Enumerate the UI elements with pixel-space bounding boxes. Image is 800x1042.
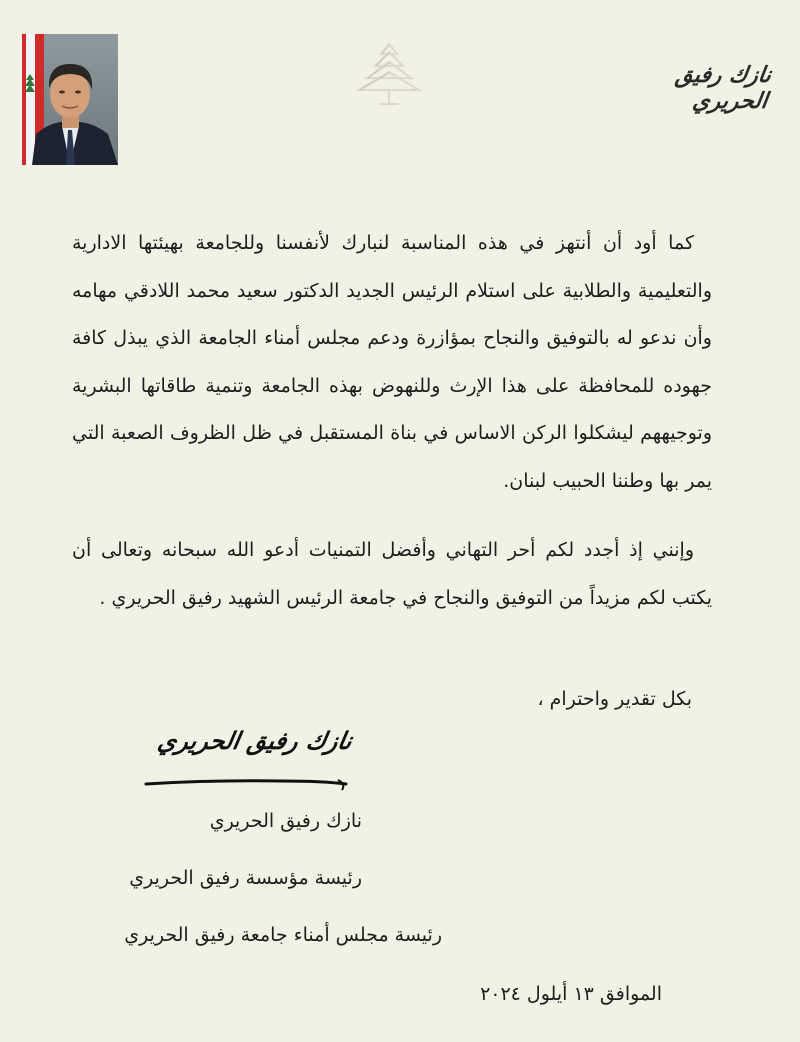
- signatory-title-2: رئيسة مجلس أمناء جامعة رفيق الحريري: [124, 924, 442, 946]
- letter-date: الموافق ١٣ أيلول ٢٠٢٤: [480, 983, 662, 1005]
- letter-paragraph-1: كما أود أن أنتهز في هذه المناسبة لنبارك لأنفسنا وللجامعة بهيئتها الادارية والتعليمية والطلابية على استلام الرئيس الجديد الدكتور سعيد محمد اللادقي مهامه وأن ندعو له بالتوفيق والنجاح بمؤازرة ودعم مجلس أمناء الجامعة الذي يبذل كافة جهوده للمحافظة على هذا الإرث وللنهوض بهذه الجامعة وتنمية طاقاتها البشرية وتوجيههم ليشكلوا الركن الاساس في بناة المستقبل في ظل الظروف الصعبة التي يمر بها وطننا الحبيب لبنان.: [72, 232, 712, 492]
- letter-paragraph-2: وإنني إذ أجدد لكم أحر التهاني وأفضل التمنيات أدعو الله سبحانه وتعالى أن يكتب لكم مزيداً من التوفيق والنجاح في جامعة الرئيس الشهيد رفيق الحريري .: [72, 539, 712, 609]
- signatory-title-1: رئيسة مؤسسة رفيق الحريري: [129, 867, 362, 889]
- signatory-name: نازك رفيق الحريري: [209, 810, 362, 832]
- portrait-photo: [22, 34, 118, 165]
- header-signature-logo: نازك رفيق الحريري: [673, 62, 773, 114]
- handwritten-signature: [132, 724, 362, 794]
- cedar-icon: [350, 40, 428, 110]
- signature-text: نازك رفيق الحريري: [155, 726, 355, 755]
- closing-regards: بكل تقدير واحترام ،: [537, 688, 692, 710]
